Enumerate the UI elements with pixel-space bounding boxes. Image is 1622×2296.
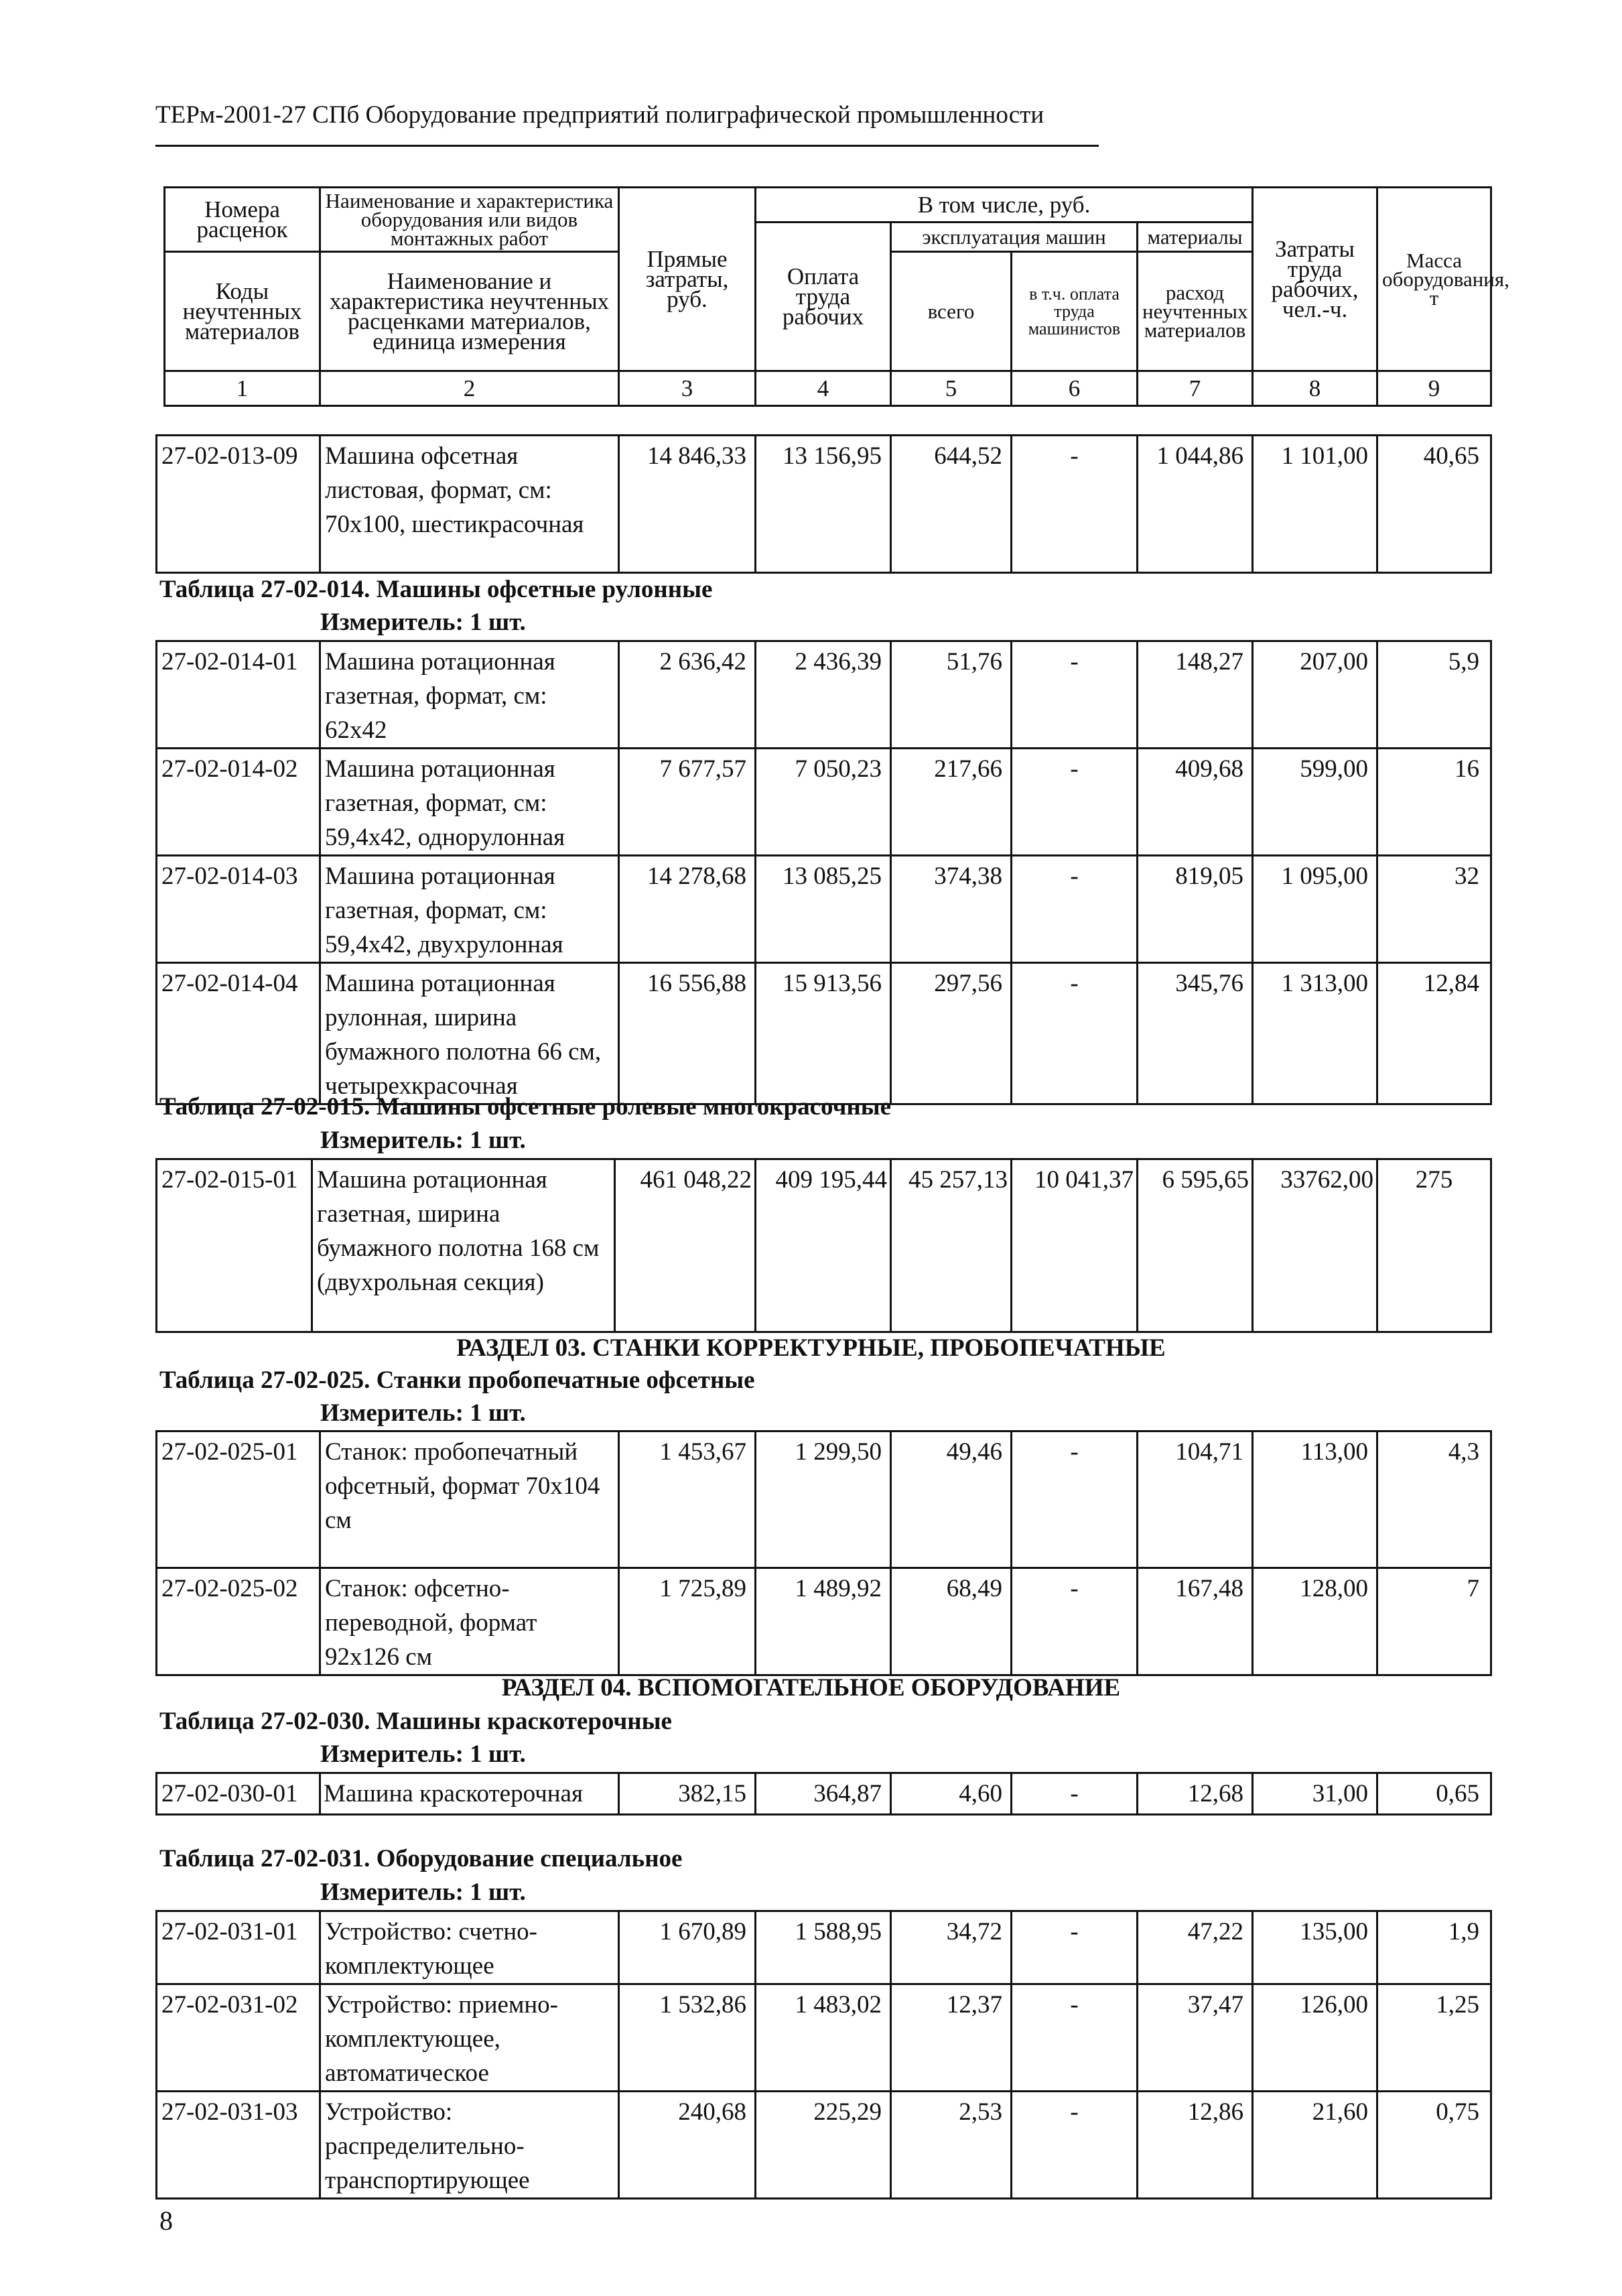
direct-costs: 240,68 (619, 2092, 756, 2199)
material-costs: 1 044,86 (1138, 436, 1253, 573)
labor-hours: 1 101,00 (1253, 436, 1377, 573)
labor-costs: 15 913,56 (756, 963, 891, 1104)
equipment-mass: 1,9 (1377, 1911, 1491, 1984)
column-number: 3 (619, 371, 756, 406)
direct-costs: 7 677,57 (619, 749, 756, 856)
operator-costs: - (1012, 436, 1138, 573)
col2-header-top: Наименование и характеристика оборудования или видов монтажных работ (320, 188, 619, 252)
operator-costs: - (1012, 2092, 1138, 2199)
table-row (157, 856, 1491, 963)
page-number: 8 (159, 2206, 173, 2236)
labor-hours: 1 095,00 (1253, 856, 1377, 963)
column-number: 2 (320, 371, 619, 406)
table-row (157, 1159, 1491, 1332)
table-row (157, 2092, 1491, 2199)
rates-table (155, 1430, 1492, 1676)
col2-header-bottom: Наименование и характеристика неучтенных расценками материалов, единица измерения (320, 252, 619, 371)
rate-code: 27-02-031-02 (157, 1984, 320, 2092)
labor-hours: 1 313,00 (1253, 963, 1377, 1104)
machine-costs: 68,49 (891, 1568, 1012, 1675)
equipment-name: Машина краскотерочная (320, 1773, 619, 1815)
direct-costs: 1 453,67 (619, 1431, 756, 1568)
material-costs: 148,27 (1138, 641, 1253, 749)
direct-costs: 14 278,68 (619, 856, 756, 963)
table-caption: Таблица 27-02-031. Оборудование специальное (159, 1845, 683, 1872)
equipment-name: Машина ротационная рулонная, ширина бумажного полотна 66 см, четырехкрасочная (320, 963, 619, 1104)
labor-costs: 225,29 (756, 2092, 891, 2199)
table-row (157, 1568, 1491, 1675)
rate-code: 27-02-025-02 (157, 1568, 320, 1675)
labor-hours: 207,00 (1253, 641, 1377, 749)
rate-code: 27-02-014-03 (157, 856, 320, 963)
col4-header: Оплата труда рабочих (756, 222, 891, 371)
column-header-table (163, 186, 1509, 407)
material-costs: 819,05 (1138, 856, 1253, 963)
labor-costs: 13 156,95 (756, 436, 891, 573)
equipment-name: Устройство: распределительно-транспортирующее (320, 2092, 619, 2199)
col1-header-bottom: Коды неучтенных материалов (165, 252, 320, 371)
labor-hours: 126,00 (1253, 1984, 1377, 2092)
operator-costs: - (1012, 1431, 1138, 1568)
operator-costs: - (1012, 1773, 1138, 1815)
labor-costs: 1 588,95 (756, 1911, 891, 1984)
rate-code: 27-02-030-01 (157, 1773, 320, 1815)
operator-costs: - (1012, 1911, 1138, 1984)
direct-costs: 1 670,89 (619, 1911, 756, 1984)
equipment-mass: 275 (1377, 1159, 1491, 1332)
equipment-name: Устройство: счетно-комплектующее (320, 1911, 619, 1984)
operator-costs: - (1012, 749, 1138, 856)
machine-costs: 297,56 (891, 963, 1012, 1104)
table-meter: Измеритель: 1 шт. (320, 1740, 526, 1768)
machines-header: эксплуатация машин (891, 222, 1138, 252)
material-costs: 345,76 (1138, 963, 1253, 1104)
equipment-mass: 0,75 (1377, 2092, 1491, 2199)
machine-costs: 49,46 (891, 1431, 1012, 1568)
labor-hours: 599,00 (1253, 749, 1377, 856)
labor-costs: 2 436,39 (756, 641, 891, 749)
table-caption: Таблица 27-02-030. Машины краскотерочные (159, 1708, 672, 1735)
rate-code: 27-02-014-02 (157, 749, 320, 856)
table-meter: Измеритель: 1 шт. (320, 1878, 526, 1906)
labor-hours: 31,00 (1253, 1773, 1377, 1815)
labor-hours: 33762,00 (1253, 1159, 1377, 1332)
equipment-name: Устройство: приемно-комплектующее, автоматическое (320, 1984, 619, 2092)
material-costs: 409,68 (1138, 749, 1253, 856)
direct-costs: 1 532,86 (619, 1984, 756, 2092)
equipment-mass: 12,84 (1377, 963, 1491, 1104)
equipment-name: Машина ротационная газетная, ширина бумажного полотна 168 см (двухрольная секция) (312, 1159, 615, 1332)
col3-header: Прямые затраты, руб. (619, 188, 756, 371)
rates-table (155, 1772, 1492, 1815)
rates-table (155, 434, 1492, 574)
col5-header: всего (891, 252, 1012, 371)
equipment-mass: 0,65 (1377, 1773, 1491, 1815)
rate-code: 27-02-031-03 (157, 2092, 320, 2199)
table-meter: Измеритель: 1 шт. (320, 1127, 526, 1154)
machine-costs: 45 257,13 (891, 1159, 1012, 1332)
rates-table (155, 1910, 1492, 2199)
operator-costs: - (1012, 963, 1138, 1104)
machine-costs: 374,38 (891, 856, 1012, 963)
column-number: 6 (1012, 371, 1138, 406)
equipment-mass: 40,65 (1377, 436, 1491, 573)
rates-table (155, 1158, 1492, 1333)
labor-hours: 113,00 (1253, 1431, 1377, 1568)
equipment-mass: 1,25 (1377, 1984, 1491, 2092)
machine-costs: 644,52 (891, 436, 1012, 573)
rate-code: 27-02-014-01 (157, 641, 320, 749)
equipment-mass: 5,9 (1377, 641, 1491, 749)
table-meter: Измеритель: 1 шт. (320, 1399, 526, 1427)
material-costs: 12,68 (1138, 1773, 1253, 1815)
table-caption: Таблица 27-02-025. Станки пробопечатные офсетные (159, 1366, 755, 1394)
column-number: 8 (1253, 371, 1377, 406)
material-costs: 12,86 (1138, 2092, 1253, 2199)
operator-costs: 10 041,37 (1012, 1159, 1138, 1332)
material-costs: 37,47 (1138, 1984, 1253, 2092)
table-row (157, 436, 1491, 573)
material-costs: 104,71 (1138, 1431, 1253, 1568)
col7-header: расход неучтенных материалов (1138, 252, 1253, 371)
column-number: 7 (1138, 371, 1253, 406)
table-caption: Таблица 27-02-014. Машины офсетные рулонные (159, 576, 713, 603)
equipment-name: Машина офсетная листовая, формат, см: 70х100, шестикрасочная (320, 436, 619, 573)
machine-costs: 51,76 (891, 641, 1012, 749)
direct-costs: 16 556,88 (619, 963, 756, 1104)
labor-costs: 7 050,23 (756, 749, 891, 856)
rate-code: 27-02-025-01 (157, 1431, 320, 1568)
rate-code: 27-02-013-09 (157, 436, 320, 573)
labor-costs: 13 085,25 (756, 856, 891, 963)
section-heading: РАЗДЕЛ 03. СТАНКИ КОРРЕКТУРНЫЕ, ПРОБОПЕЧАТНЫЕ (456, 1334, 1166, 1362)
col6-header: в т.ч. оплата труда машинистов (1012, 252, 1138, 371)
equipment-mass: 4,3 (1377, 1431, 1491, 1568)
table-row (157, 1431, 1491, 1568)
table-row (157, 1984, 1491, 2092)
equipment-mass: 32 (1377, 856, 1491, 963)
col1-header-top: Номера расценок (165, 188, 320, 252)
column-number: 4 (756, 371, 891, 406)
table-meter: Измеритель: 1 шт. (320, 609, 526, 636)
column-number: 5 (891, 371, 1012, 406)
equipment-mass: 16 (1377, 749, 1491, 856)
labor-hours: 21,60 (1253, 2092, 1377, 2199)
direct-costs: 14 846,33 (619, 436, 756, 573)
section-heading: РАЗДЕЛ 04. ВСПОМОГАТЕЛЬНОЕ ОБОРУДОВАНИЕ (501, 1674, 1121, 1702)
labor-costs: 364,87 (756, 1773, 891, 1815)
rate-code: 27-02-014-04 (157, 963, 320, 1104)
material-costs: 167,48 (1138, 1568, 1253, 1675)
operator-costs: - (1012, 856, 1138, 963)
column-number: 1 (165, 371, 320, 406)
col8-header: Затраты труда рабочих, чел.-ч. (1253, 188, 1377, 371)
table-row (157, 749, 1491, 856)
equipment-name: Машина ротационная газетная, формат, см: 59,4х42, однорулонная (320, 749, 619, 856)
equipment-mass: 7 (1377, 1568, 1491, 1675)
equipment-name: Машина ротационная газетная, формат, см: 59,4х42, двухрулонная (320, 856, 619, 963)
labor-hours: 135,00 (1253, 1911, 1377, 1984)
labor-costs: 1 299,50 (756, 1431, 891, 1568)
column-number: 9 (1377, 371, 1491, 406)
equipment-name: Машина ротационная газетная, формат, см: 62х42 (320, 641, 619, 749)
machine-costs: 34,72 (891, 1911, 1012, 1984)
labor-hours: 128,00 (1253, 1568, 1377, 1675)
machine-costs: 4,60 (891, 1773, 1012, 1815)
rate-code: 27-02-031-01 (157, 1911, 320, 1984)
machine-costs: 2,53 (891, 2092, 1012, 2199)
table-row (157, 1911, 1491, 1984)
machine-costs: 12,37 (891, 1984, 1012, 2092)
direct-costs: 382,15 (619, 1773, 756, 1815)
material-costs: 6 595,65 (1138, 1159, 1253, 1332)
labor-costs: 1 483,02 (756, 1984, 891, 2092)
table-row (157, 641, 1491, 749)
operator-costs: - (1012, 641, 1138, 749)
page-header-title: ТЕРм-2001-27 СПб Оборудование предприятий полиграфической промышленности (155, 101, 1044, 129)
direct-costs: 1 725,89 (619, 1568, 756, 1675)
equipment-name: Станок: офсетно-переводной, формат 92х126 см (320, 1568, 619, 1675)
operator-costs: - (1012, 1984, 1138, 2092)
rate-code: 27-02-015-01 (157, 1159, 312, 1332)
rates-table (155, 640, 1492, 1105)
direct-costs: 2 636,42 (619, 641, 756, 749)
header-rule (155, 145, 1099, 147)
direct-costs: 461 048,22 (615, 1159, 756, 1332)
labor-costs: 409 195,44 (756, 1159, 891, 1332)
table-caption: Таблица 27-02-015. Машины офсетные ролевые многокрасочные (159, 1093, 892, 1121)
table-row (157, 1773, 1491, 1815)
table-row (157, 963, 1491, 1104)
operator-costs: - (1012, 1568, 1138, 1675)
machine-costs: 217,66 (891, 749, 1012, 856)
materials-header: материалы (1138, 222, 1253, 252)
material-costs: 47,22 (1138, 1911, 1253, 1984)
labor-costs: 1 489,92 (756, 1568, 891, 1675)
col9-header: Масса оборудования, т (1377, 188, 1491, 371)
equipment-name: Станок: пробопечатный офсетный, формат 70х104 см (320, 1431, 619, 1568)
including-header: В том числе, руб. (756, 188, 1253, 222)
